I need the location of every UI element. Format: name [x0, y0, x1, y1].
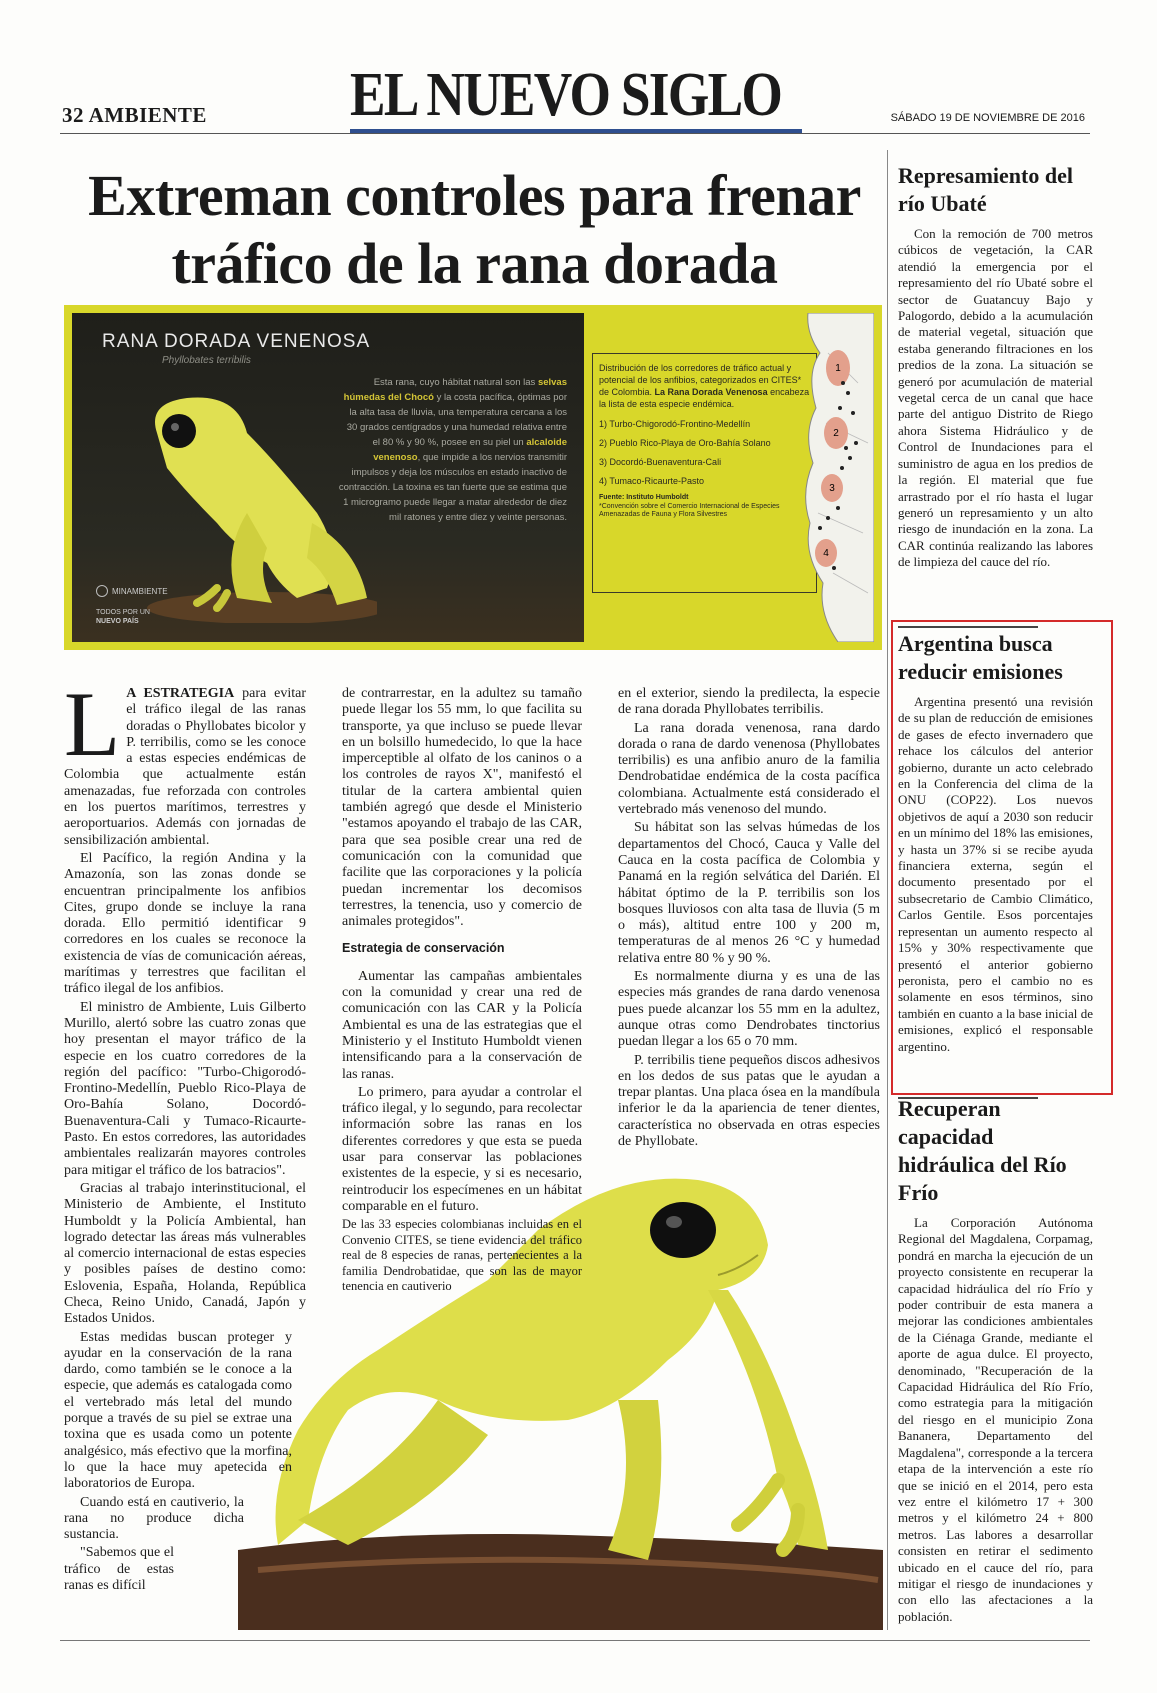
info-text-part: Esta rana, cuyo hábitat natural son las	[373, 377, 538, 388]
corridor-item: 2) Pueblo Rico-Playa de Oro-Bahía Solano	[599, 438, 771, 448]
minambiente-logo	[96, 585, 168, 597]
logo-text: TODOS POR UN	[96, 609, 150, 616]
info-text-part: , que impide a los nervios transmitir impulsos y deja los músculos en estado inactivo de contracción. La toxina es tan fuerte que se estima que 1 microgramo puede llegar a matar alrededor de diez mil ratones y entre diez y veinte personas.	[338, 452, 567, 523]
infographic-map-panel	[592, 313, 874, 642]
source-line: *Convención sobre el Comercio Internacional de Especies Amenazadas de Fauna y Flora Silvestres	[599, 502, 780, 518]
corridors-box	[592, 353, 817, 593]
article-paragraph: El Pacífico, la región Andina y la Amazonía, son las zonas donde se encuentran principalmente los anfibios Cites, grupo donde se incluye la rana dorada. Ello permitió identificar 9 corredores en los cuales se reconoce la existencia de vías de comunicación aéreas, marítimas y terrestres que facilitan el tráfico ilegal de los anfibios.	[64, 850, 306, 997]
article-paragraph: de contrarrestar, en la adultez su tamaño puede llegar los 55 mm, lo que facilita su transporte, ya que incluso se puede llevar en un bolsillo humedecido, lo que la hace imperceptible al olfato de los caninos o a los controles de rayos X", manifestó el titular de la cartera ambiental quien también agregó que desde el Ministerio "estamos apoyando el trabajo de las CAR, para que sea posible crear una red de comunicación con la comunidad que facilite que las corporaciones y la policía puedan incrementar los decomisos terrestres, la tenencia, uso y comercio de animales protegidos".	[342, 686, 582, 930]
infographic-photo-panel	[72, 313, 584, 642]
article-paragraph: Gracias al trabajo interinstitucional, el Ministerio de Ambiente, el Instituto Humboldt y la Policía Ambiental, han logrado detectar las áreas más vulnerables al comercio internacional de estas especies y posibles países de destino como: Eslovenia, España, Holanda, República Checa, Reino Unido, Canadá, Japón y Estados Unidos.	[64, 1180, 306, 1327]
source-line: Fuente: Instituto Humboldt	[599, 494, 689, 501]
infographic	[64, 305, 882, 650]
article-subhead: Estrategia de conservación	[342, 941, 505, 956]
map-label: 4	[823, 548, 829, 559]
map-label: 1	[835, 363, 841, 374]
article-paragraph: Cuando está en cautiverio, la rana no produce dicha sustancia.	[64, 1494, 244, 1543]
page-headline: Extreman controles para frenar tráfico de la rana dorada	[88, 163, 861, 296]
sidebar-story-body: La Corporación Autónoma Regional del Magdalena, Corpamag, pondrá en marcha la ejecución de un proyecto consistente en recuperar la capacidad hidráulica del río Frío y poder contribuir de esta manera a mejorar las condiciones ambientales de la Ciénaga Grande, mediante el aporte de agua dulce. El proyecto, denominado, "Recuperación de la Capacidad Hidráulica del Río Frío, como estrategia para la mitigación del riesgo en el municipio Zona Bananera, Departamento del Magdalena", corresponde a la tercera etapa de la intervención a este río que se inició en el 2014, pero esta vez entre el kilómetro 17 + 300 metros y el kilómetro 24 + 800 metros. Las labores a desarrollar consisten en retirar el sedimento ubicado en el cauce del río, para mitigar el riesgo de inundaciones y con ello las afectaciones a la población.	[898, 1215, 1093, 1624]
story-rule	[898, 626, 1038, 628]
footer-rule	[60, 1640, 1090, 1641]
sidebar-story-title: Recuperan capacidad hidráulica del Río Frío	[898, 1096, 1067, 1205]
colombia-pacific-map	[798, 313, 874, 642]
section-label: 32 AMBIENTE	[62, 103, 207, 127]
article-paragraph: P. terribilis tiene pequeños discos adhesivos en los dedos de sus patas que le ayudan a trepar plantas. Una placa ósea en la mandíbula inferior le da la apariencia de tener dientes, característica no observada en otras especies de Phyllobate.	[618, 1052, 880, 1150]
lead-bold: A ESTRATEGIA	[126, 686, 235, 701]
infographic-title: RANA DORADA VENENOSA	[102, 331, 371, 352]
article-paragraph: Es normalmente diurna y es una de las especies más grandes de rana dardo venenosa pues puede alcanzar los 55 mm en la adultez, aunque otras como Dendrobates tinctorius puedan llegar a los 65 o 70 mm.	[618, 969, 880, 1050]
sidebar-story-ubate	[898, 162, 1093, 571]
article-paragraph: Aumentar las campañas ambientales con la comunidad y crear una red de comunicación con las CAR y la Policía Ambiental es una de las estrategias que el Ministerio y el Instituto Humboldt vienen intensificando para a la conservación de las ranas.	[342, 968, 582, 1082]
article-column-2	[342, 686, 582, 1297]
sidebar-story-body: Con la remoción de 700 metros cúbicos de vegetación, la CAR atendió la emergencia por el represamiento del río Ubaté sobre el sector de Guatancuy Bajo y Palogordo, debido a la acumulación de material vegetal, situación que estaba generando filtraciones en los predios de la zona. La situación se generó por acumulación de material vegetal cerca de un canal que hace parte del antiguo Distrito de Riego ahora Sistema Hidráulico y de Control de Inundaciones para el suministro de agua en los predios de la región. El material que fue arrastrado por el río hasta el lugar generó un represamiento y un alto riesgo de inundación en la zona. La CAR continúa realizando las labores de limpieza del cauce del río.	[898, 226, 1093, 570]
sidebar-story-title: Represamiento del río Ubaté	[898, 163, 1073, 216]
issue-date: SÁBADO 19 DE NOVIEMBRE DE 2016	[890, 112, 1085, 124]
infographic-description	[337, 375, 567, 525]
logo-text: MINAMBIENTE	[112, 586, 168, 596]
corridors-intro	[599, 362, 810, 410]
corridors-intro-text: encabeza la lista de esta especie endémica.	[599, 387, 810, 409]
nuevo-pais-logo	[96, 608, 150, 626]
article-paragraph: De las 33 especies colombianas incluidas en el Convenio CITES, se tiene evidencia del tráfico real de 8 especies de ranas, pertenecientes a la familia Dendrobatidae, que son las de mayor tenencia en cautiverio	[342, 1217, 582, 1294]
infographic-subtitle: Phyllobates terribilis	[162, 355, 251, 366]
corridor-item: 1) Turbo-Chigorodó-Frontino-Medellín	[599, 419, 751, 429]
article-paragraph: Su hábitat son las selvas húmedas de los departamentos del Chocó, Cauca y Valle del Cauca en la costa pacífica de Colombia y Panamá en la región selvática del Darién. El hábitat óptimo de la P. terribilis son los bosques lluviosos con alta tasa de lluvia (5 m o más), altitud entre 100 y 200 m, temperaturas de al menos 26 °C y humedad relativa entre 80 % y 90 %.	[618, 820, 880, 966]
article-paragraph: La rana dorada venenosa, rana dardo dorada o rana de dardo venenosa (Phyllobates terribilis) es una anfibio anuro de la familia Dendrobatidae endémica de la costa pacífica colombiana. Actualmente está considerado el vertebrado más venenoso del mundo.	[618, 720, 880, 818]
masthead: EL NUEVO SIGLO	[350, 61, 782, 129]
sidebar-divider	[887, 150, 888, 1630]
map-label: 2	[833, 428, 839, 439]
sidebar-story-body: Argentina presentó una revisión de su plan de reducción de emisiones de gases de efecto invernadero que rehace los cálculos del anterior gobierno, durante un acto celebrado en la Conferencia del clima de la ONU (COP22). Los nuevos objetivos de aquí a 2030 son reducir en un mínimo del 18% las emisiones, y hasta un 37% si se recibe ayuda financiera externa, según el documento presentado por el subsecretario de Cambio Climático, Carlos Gentile. Esos porcentajes representan un aumento respecto al 15% y 30% respectivamente que presentó el anterior gobierno peronista, pero el cambio no es solamente en esos términos, sino también en cuanto a la base inicial de emisiones, explicó el responsable argentino.	[898, 694, 1093, 1054]
article-column-1	[64, 673, 306, 1596]
corridor-item: 4) Tumaco-Ricaurte-Pasto	[599, 476, 705, 486]
article-paragraph: Lo primero, para ayudar a controlar el tráfico ilegal, y lo segundo, para recolectar información sobre las ranas en los diferentes corredores y que esta se pueda usar para conservar las poblaciones existentes de la especie, y si es necesario, reintroducir los especímenes en un hábitat comparable en el futuro.	[342, 1084, 582, 1214]
article-paragraph	[64, 673, 306, 849]
article-paragraph: en el exterior, siendo la predilecta, la especie de rana dorada Phyllobates terribilis.	[618, 686, 880, 718]
article-paragraph: El ministro de Ambiente, Luis Gilberto Murillo, alertó sobre las cuatro zonas que hoy presentan el mayor tráfico de la especie en los cuatro corredores de la región del pacífico: "Turbo-Chigorodó-Frontino-Medellín, Pueblo Rico-Playa de Oro-Bahía Solano, Docordó-Buenaventura-Cali y Tumaco-Ricaurte-Pasto. En estos corredores, las autoridades ambientales realizarán mayores controles para mitigar el tráfico de los batracios".	[64, 999, 306, 1178]
drop-cap: L	[64, 673, 121, 775]
sidebar-story-argentina	[898, 630, 1093, 1055]
corridors-intro-text: Distribución de los corredores de tráfico actual y potencial de los anfibios, categorizados en CITES* de Colombia.	[599, 363, 802, 397]
info-text-highlight: alcaloide venenoso	[373, 437, 567, 463]
article-column-3	[618, 686, 880, 1152]
corridor-list	[599, 418, 810, 487]
infographic-source	[599, 494, 810, 520]
corridors-intro-bold: La Rana Dorada Venenosa	[654, 387, 768, 397]
header-rule	[60, 133, 1090, 134]
sidebar-story-title: Argentina busca reducir emisiones	[898, 631, 1063, 684]
ministry-seal-icon	[96, 585, 108, 597]
article-paragraph: Estas medidas buscan proteger y ayudar en la conservación de la rana dardo, como también se le conoce a la especie, que además es catalogada como el vertebrado más letal del mundo porque a través de su piel se extrae una toxina que es usada como un potente analgésico, más efectivo que la morfina, lo que la hace muy apetecida en laboratorios de Europa.	[64, 1329, 292, 1492]
paragraph-text: para evitar el tráfico ilegal de las ranas doradas o Phyllobates bicolor y P. terribilis, como se les conoce a estas especies endémicas de Colombia que actualmente están amenazadas, fue reforzada con controles en los puertos marítimos, terrestres y aeroportuarios. Además con jornadas de sensibilización ambiental.	[64, 686, 306, 848]
article-paragraph: "Sabemos que el tráfico de estas ranas es difícil	[64, 1545, 174, 1594]
corridor-item: 3) Docordó-Buenaventura-Cali	[599, 457, 722, 467]
map-label: 3	[829, 483, 835, 494]
info-text-highlight: selvas húmedas del Chocó	[343, 377, 567, 403]
logo-text: NUEVO PAÍS	[96, 618, 139, 625]
info-text-part: y la costa pacífica, óptimas por la alta tasa de lluvia, una temperatura cercana a los 30 grados centígrados y una humedad relativa entre el 80 % y 90 %, posee en su piel un	[346, 392, 567, 448]
sidebar-story-rio-frio	[898, 1095, 1093, 1625]
